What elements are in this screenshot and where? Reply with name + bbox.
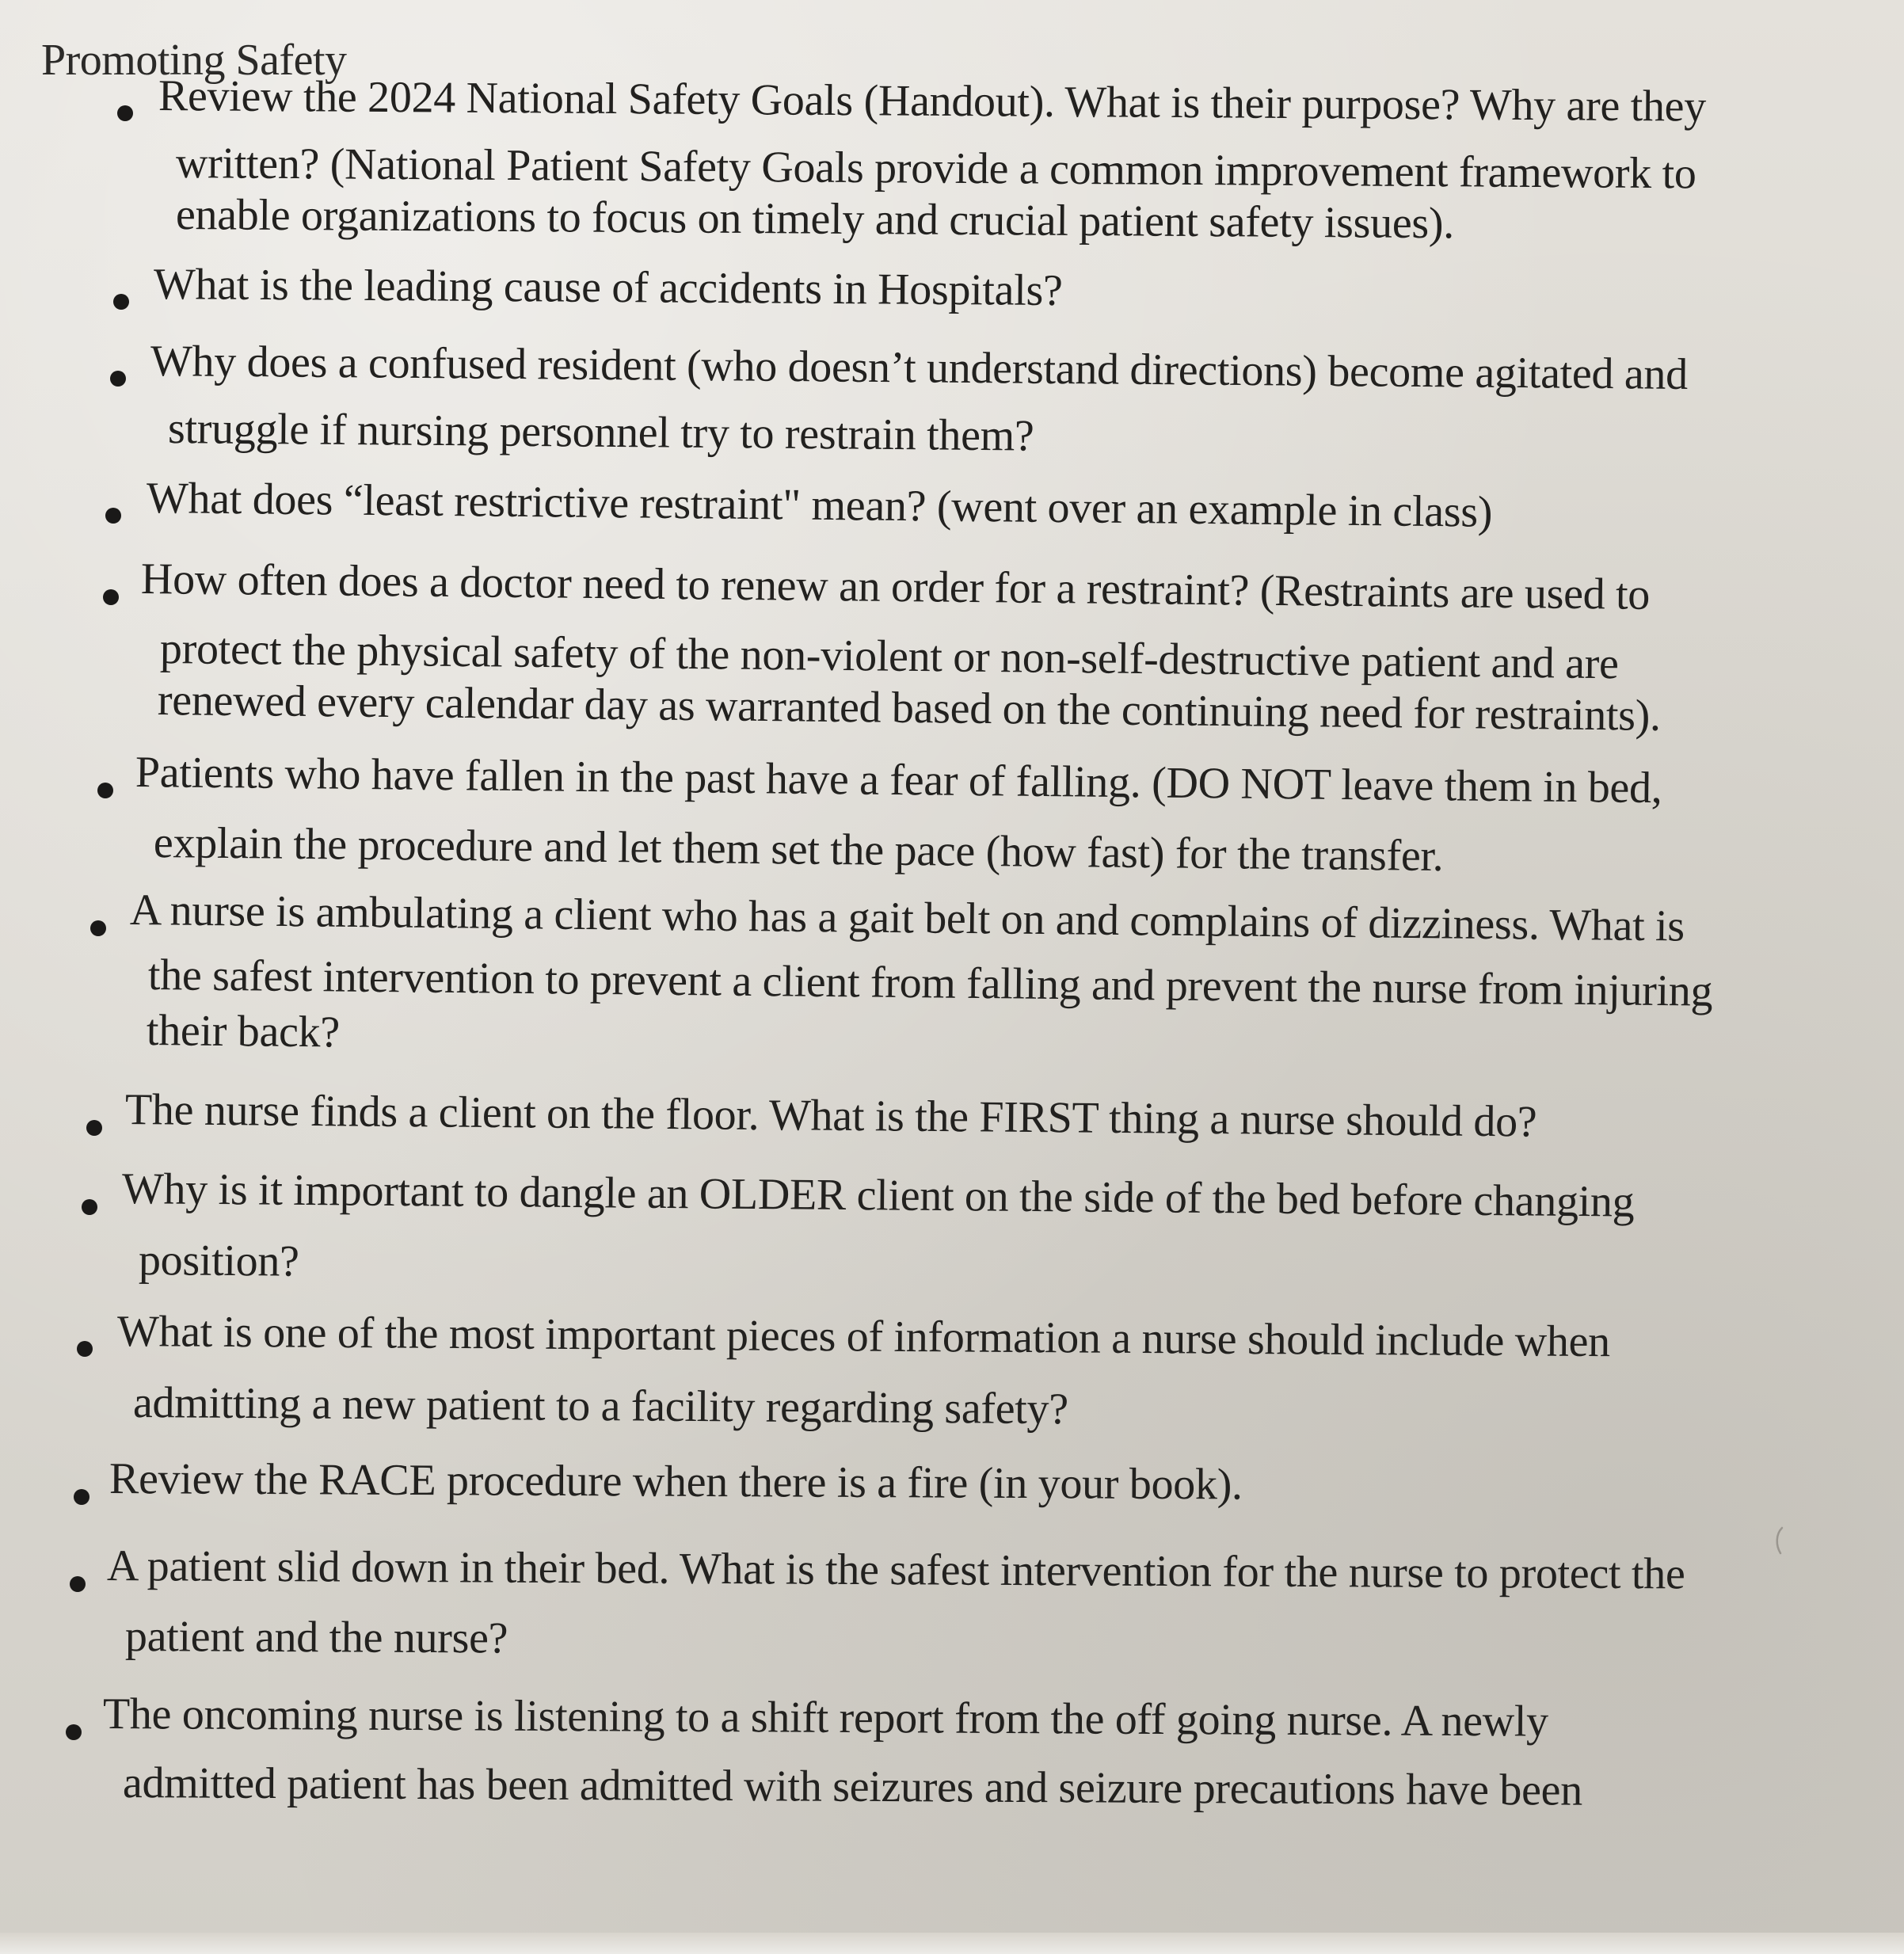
list-item-text-line: Review the 2024 National Safety Goals (Handout). What is their purpose? Why are they [158,71,1707,131]
list-item-text-line: position? [138,1236,299,1286]
list-item-text-line: their back? [146,1006,341,1057]
list-item-text-line: explain the procedure and let them set the pace (how fast) for the transfer. [153,818,1444,882]
bullet-dot-icon [66,1724,82,1740]
bullet-dot-icon [97,783,113,798]
list-item-text-line: enable organizations to focus on timely and crucial patient safety issues). [175,190,1455,249]
list-item-text-line: Patients who have fallen in the past have a fear of falling. (DO NOT leave them in bed, [135,748,1662,813]
list-item-text-line: renewed every calendar day as warranted based on the continuing need for restraints). [157,676,1662,741]
list-item-text-line: A patient slid down in their bed. What is the safest intervention for the nurse to protect the [106,1541,1685,1599]
list-item-text-line: Why does a confused resident (who doesn’t understand directions) become agitated and [150,337,1689,399]
list-item-text-line: Review the RACE procedure when there is a fire (in your book). [109,1454,1243,1510]
bullet-dot-icon [82,1199,97,1215]
bullet-dot-icon [113,294,129,310]
bullet-dot-icon [86,1120,102,1136]
bullet-dot-icon [103,589,119,605]
list-item-text-line: patient and the nurse? [124,1612,508,1663]
bullet-dot-icon [70,1576,86,1592]
list-item-text-line: The nurse finds a client on the floor. What is the FIRST thing a nurse should do? [124,1085,1537,1147]
list-item-text-line: Why is it important to dangle an OLDER client on the side of the bed before changing [121,1164,1635,1227]
list-item-text-line: The oncoming nurse is listening to a shift report from the off going nurse. A newly [102,1689,1549,1746]
bullet-dot-icon [117,105,133,121]
page-title: Promoting Safety [41,36,347,85]
list-item-text-line: What does “least restrictive restraint" mean? (went over an example in class) [146,474,1493,537]
list-item-text-line: How often does a doctor need to renew an order for a restraint? (Restraints are used to [140,554,1651,619]
bullet-dot-icon [77,1341,93,1357]
list-item-text-line: What is the leading cause of accidents in Hospitals? [153,260,1063,316]
list-item-text-line: What is one of the most important pieces of information a nurse should include when [116,1307,1611,1367]
list-item-text-line: struggle if nursing personnel try to restrain them? [167,404,1034,461]
bullet-dot-icon [105,508,121,524]
list-item-text-line: protect the physical safety of the non-violent or non-self-destructive patient and are [159,624,1619,689]
list-item-text-line: the safest intervention to prevent a client from falling and prevent the nurse from injuring [147,950,1713,1016]
bullet-dot-icon [110,371,126,387]
page-bottom-edge [0,1933,1904,1954]
pencil-mark [1771,1525,1787,1556]
list-item-text-line: admitting a new patient to a facility regarding safety? [132,1378,1069,1434]
list-item-text-line: A nurse is ambulating a client who has a gait belt on and complains of dizziness. What is [129,886,1685,951]
list-item-text-line: admitted patient has been admitted with seizures and seizure precautions have been [122,1758,1583,1815]
list-item-text-line: written? (National Patient Safety Goals provide a common improvement framework to [175,139,1696,199]
bullet-dot-icon [74,1489,89,1505]
bullet-dot-icon [90,920,106,936]
